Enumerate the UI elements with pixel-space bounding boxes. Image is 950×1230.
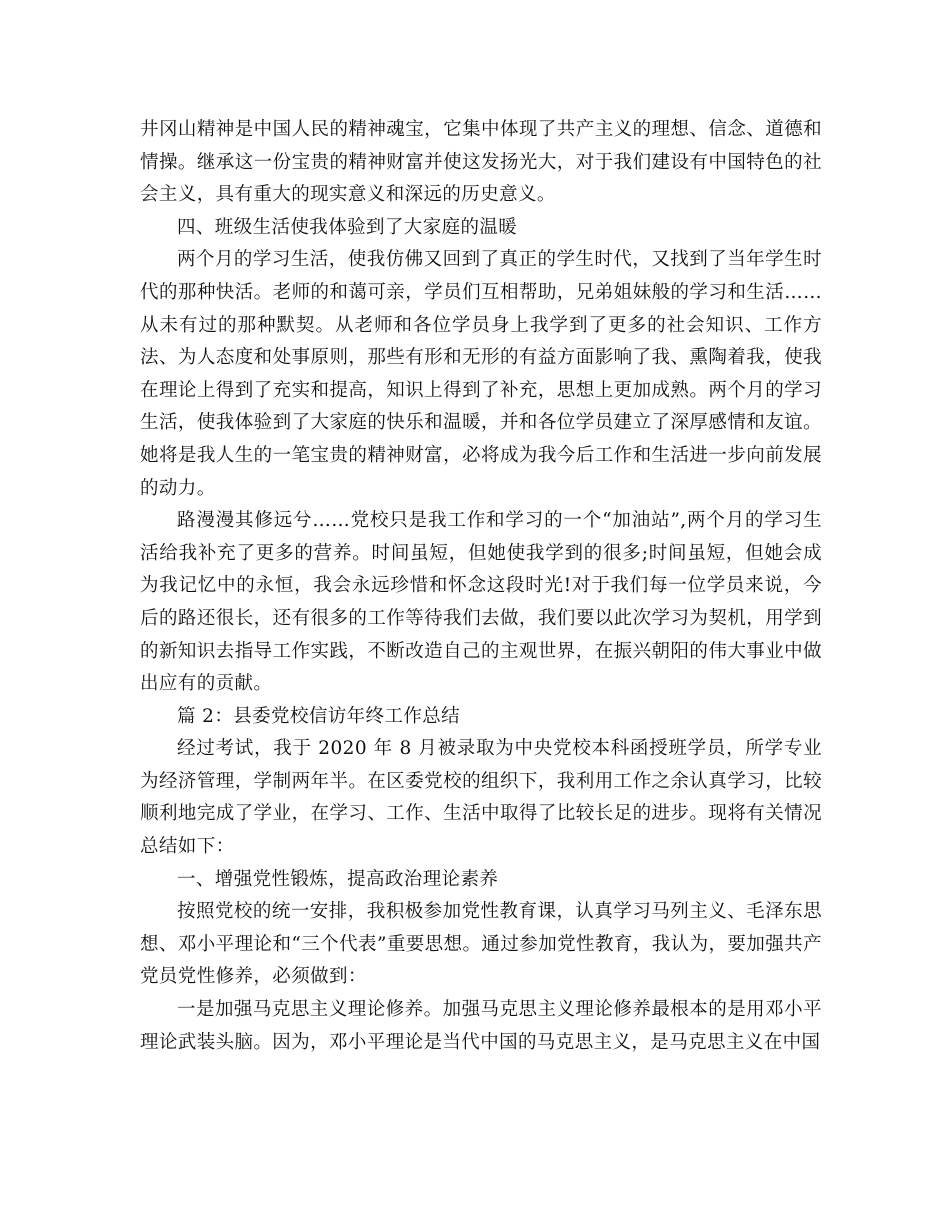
article-heading-part-2: 篇 2：县委党校信访年终工作总结 <box>177 705 461 727</box>
section-heading-class-life: 四、班级生活使我体验到了大家庭的温暖 <box>177 216 518 238</box>
paragraph-exam-admission: 经过考试，我于 2020 年 8 月被录取为中央党校本科函授班学员，所学专业为经济管理，学制两年半。在区委党校的组织下，我利用工作之余认真学习，比较顺利地完成了学业，在学习、工作、生活中取得了比较长足的进步。现将有关情况总结如下： <box>140 738 822 858</box>
paragraph-jinggangshan-spirit: 井冈山精神是中国人民的精神魂宝，它集中体现了共产主义的理想、信念、道德和情操。继承这一份宝贵的精神财富并使这发扬光大，对于我们建设有中国特色的社会主义，具有重大的现实意义和深远的历史意义。 <box>140 119 822 206</box>
section-heading-party-spirit: 一、增强党性锻炼，提高政治理论素养 <box>177 868 499 890</box>
paragraph-two-months-study: 两个月的学习生活，使我仿佛又回到了真正的学生时代，又找到了当年学生时代的那种快活。老师的和蔼可亲，学员们互相帮助，兄弟姐妹般的学习和生活……从未有过的那种默契。从老师和各位学员身上我学到了更多的社会知识、工作方法、为人态度和处事原则，那些有形和无形的有益方面影响了我、熏陶着我，使我在理论上得到了充实和提高，知识上得到了补充，思想上更加成熟。两个月的学习生活，使我体验到了大家庭的快乐和温暖，并和各位学员建立了深厚感情和友谊。她将是我人生的一笔宝贵的精神财富，必将成为我今后工作和生活进一步向前发展的动力。 <box>140 249 822 499</box>
paragraph-long-road: 路漫漫其修远兮……党校只是我工作和学习的一个“加油站”,两个月的学习生活给我补充了更多的营养。时间虽短，但她使我学到的很多;时间虽短，但她会成为我记忆中的永恒，我会永远珍惜和怀念这段时光!对于我们每一位学员来说，今后的路还很长，还有很多的工作等待我们去做，我们要以此次学习为契机，用学到的新知识去指导工作实践，不断改造自己的主观世界，在振兴朝阳的伟大事业中做出应有的贡献。 <box>140 510 822 695</box>
document-body <box>140 114 822 1059</box>
paragraph-party-education: 按照党校的统一安排，我积极参加党性教育课，认真学习马列主义、毛泽东思想、邓小平理论和“三个代表”重要思想。通过参加党性教育，我认为，要加强共产党员党性修养，必须做到： <box>140 901 822 988</box>
paragraph-marxism-theory: 一是加强马克思主义理论修养。加强马克思主义理论修养最根本的是用邓小平理论武装头脑。因为，邓小平理论是当代中国的马克思主义，是马克思主义在中国 <box>140 999 822 1053</box>
